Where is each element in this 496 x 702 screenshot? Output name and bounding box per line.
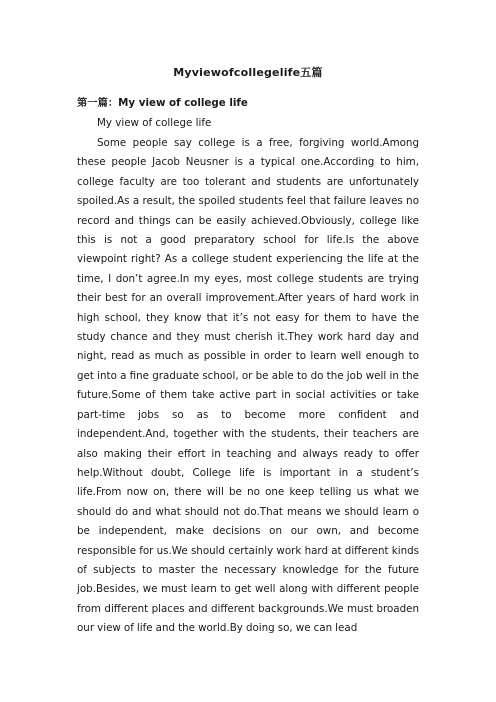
- document-title: Myviewofcollegelife五篇: [173, 66, 323, 79]
- essay-subtitle: My view of college life: [97, 117, 212, 129]
- body-paragraph: Some people say college is a free, forgiving world.Among these people Jacob Neusner is a typical one.According to him, college faculty are too tolerant and students are unfortunately spoiled.As a result, the spoiled students feel that failure leaves no record and things can be easily achieved.Obviously, college like this is not a good preparatory school for life.Is the above viewpoint right? As a college student experiencing the life at the time, I don’t agree.In my eyes, most college students are trying their best for an overall improvement.After years of hard work in high school, they know that it’s not easy for them to have the study chance and they must cherish it.They work hard day and night, read as much as possible in order to learn well enough to get into a fine graduate school, or be able to do the job well in the future.Some of them take active part in social activities or take part-time jobs so as to become more confident and independent.And, together with the students, their teachers are also making their effort in teaching and always ready to offer help.Without doubt, College life is important in a student’s life.From now on, there will be no one keep telling us what we should do and what should not do.That means we should learn o be independent, make decisions on our own, and become responsible for us.We should certainly work hard at different kinds of subjects to master the necessary knowledge for the future job.Besides, we must learn to get well along with different people from different places and different backgrounds.We must broaden our view of life and the world.By doing so, we can lead: [77, 137, 419, 635]
- chapter-heading: 第一篇：My view of college life: [77, 97, 248, 109]
